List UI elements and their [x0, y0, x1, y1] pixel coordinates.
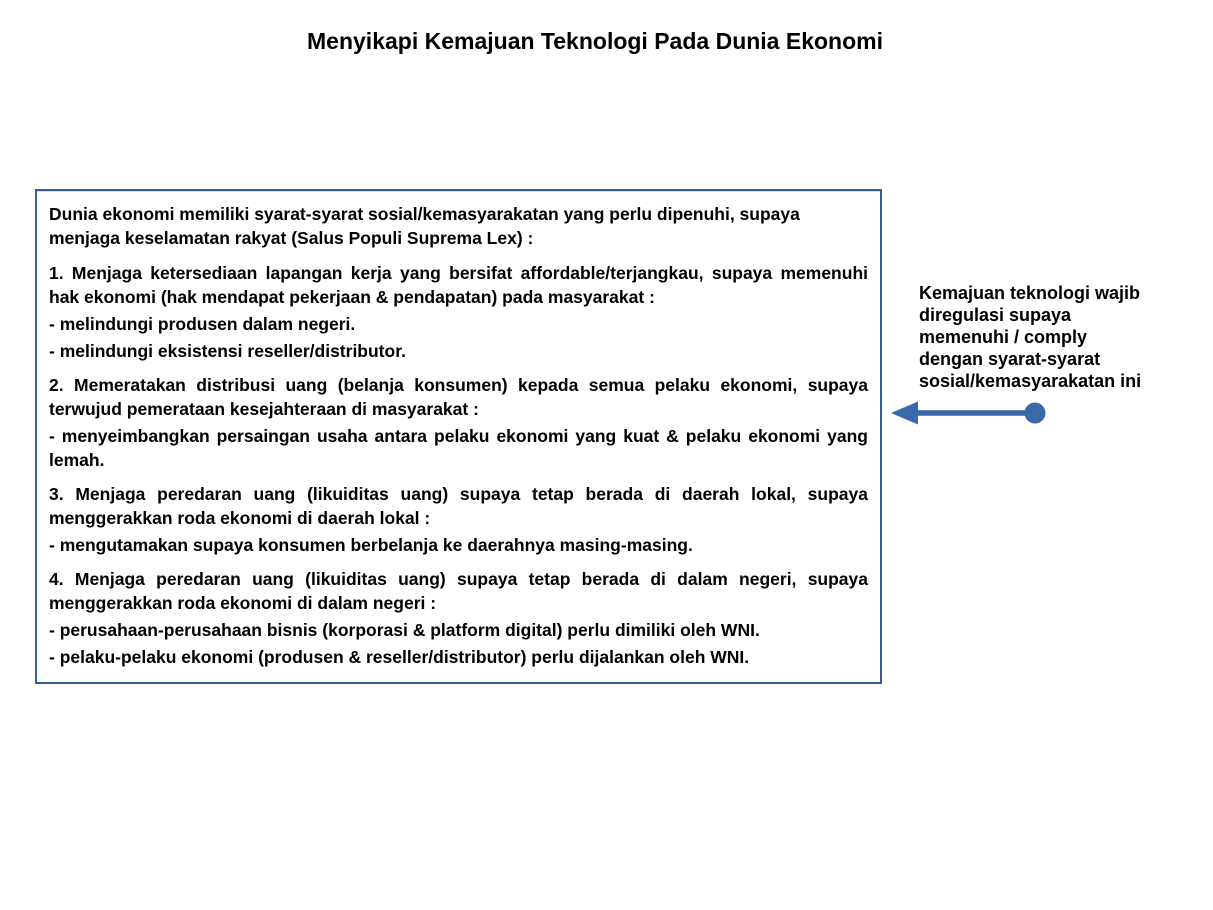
annotation-line: memenuhi / comply	[919, 327, 1088, 347]
annotation-line: Kemajuan teknologi wajib	[919, 283, 1141, 303]
arrow-head	[891, 402, 918, 425]
point-4	[49, 567, 868, 669]
point-2-heading: 2. Memeratakan distribusi uang (belanja konsumen) kepada semua pelaku ekonomi, supaya terwujud pemerataan kesejahteraan di masyarakat :	[49, 375, 868, 419]
requirements-box	[35, 189, 882, 684]
left-arrow-icon	[888, 398, 1050, 428]
point-2	[49, 373, 868, 472]
point-1-item: - melindungi eksistensi reseller/distributor.	[49, 341, 406, 361]
point-4-item: - perusahaan-perusahaan bisnis (korporasi & platform digital) perlu dimiliki oleh WNI.	[49, 620, 760, 640]
annotation-line: diregulasi supaya	[919, 305, 1072, 325]
point-3-item: - mengutamakan supaya konsumen berbelanja ke daerahnya masing-masing.	[49, 535, 693, 555]
annotation-text	[919, 282, 1184, 392]
point-2-item: - menyeimbangkan persaingan usaha antara pelaku ekonomi yang kuat & pelaku ekonomi yang lemah.	[49, 426, 868, 470]
intro-paragraph: Dunia ekonomi memiliki syarat-syarat sosial/kemasyarakatan yang perlu dipenuhi, supaya menjaga keselamatan rakyat (Salus Populi Suprema Lex) :	[49, 204, 800, 248]
point-1-item: - melindungi produsen dalam negeri.	[49, 314, 356, 334]
arrow-end-dot	[1025, 403, 1046, 424]
point-4-item: - pelaku-pelaku ekonomi (produsen & reseller/distributor) perlu dijalankan oleh WNI.	[49, 647, 750, 667]
point-3	[49, 482, 868, 557]
page-title: Menyikapi Kemajuan Teknologi Pada Dunia Ekonomi	[307, 28, 883, 54]
annotation-line: sosial/kemasyarakatan ini	[919, 371, 1142, 391]
point-4-heading: 4. Menjaga peredaran uang (likuiditas uang) supaya tetap berada di dalam negeri, supaya menggerakkan roda ekonomi di dalam negeri :	[49, 569, 868, 613]
annotation-line: dengan syarat-syarat	[919, 349, 1101, 369]
point-1-heading: 1. Menjaga ketersediaan lapangan kerja yang bersifat affordable/terjangkau, supaya memenuhi hak ekonomi (hak mendapat pekerjaan & pendapatan) pada masyarakat :	[49, 263, 868, 307]
point-3-heading: 3. Menjaga peredaran uang (likuiditas uang) supaya tetap berada di daerah lokal, supaya menggerakkan roda ekonomi di daerah lokal :	[49, 484, 868, 528]
point-1	[49, 261, 868, 363]
